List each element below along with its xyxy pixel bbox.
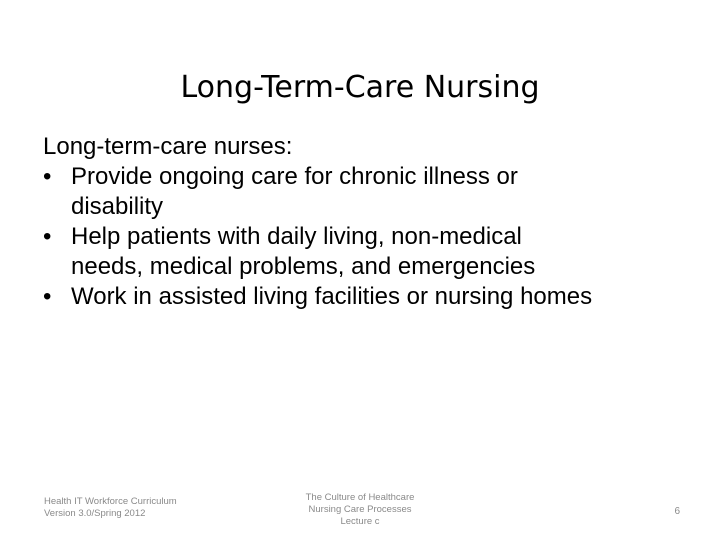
footer-curriculum (44, 496, 177, 520)
bullet-marker: • (43, 283, 52, 310)
page-number: 6 (674, 506, 680, 517)
bullet-text: needs, medical problems, and emergencies (71, 253, 536, 280)
footer-center-line: Lecture c (340, 516, 380, 527)
bullet-text: Provide ongoing care for chronic illness or (71, 163, 518, 190)
footer-course (260, 492, 460, 528)
bullet-marker: • (43, 163, 52, 190)
bullet-marker: • (43, 223, 52, 250)
bullet-list (43, 162, 693, 312)
footer-left-line: Health IT Workforce Curriculum (44, 496, 177, 507)
bullet-item (43, 222, 693, 282)
slide-content (43, 132, 693, 312)
footer-left-line: Version 3.0/Spring 2012 (44, 508, 146, 519)
bullet-item (43, 282, 693, 312)
footer-center-line: Nursing Care Processes (308, 504, 412, 515)
bullet-text: disability (71, 193, 164, 220)
bullet-text: Work in assisted living facilities or nursing homes (71, 283, 593, 310)
bullet-item (43, 162, 693, 222)
slide-title: Long-Term-Care Nursing (180, 70, 540, 106)
bullet-text: Help patients with daily living, non-medical (71, 223, 522, 250)
footer-center-line: The Culture of Healthcare (305, 492, 415, 503)
intro-text: Long-term-care nurses: (43, 133, 293, 160)
